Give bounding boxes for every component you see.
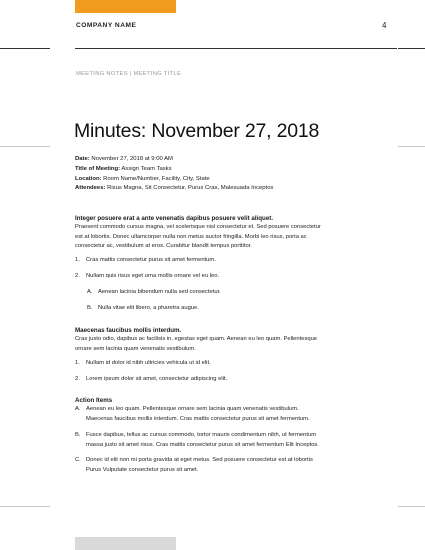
meta-date: Date: November 27, 2018 at 9:00 AM [75,156,173,162]
action-items-heading: Action Items [75,397,113,404]
list-item: 2. Lorem ipsum dolor sit amet, consectetur adipiscing elit. [75,376,228,382]
meta-attendees: Attendees: Risus Magna, Sit Consectetur, Purus Cras, Malesuada Inceptos [75,185,274,192]
action-item: C. Donec id elit non mi porta gravida at eget metus. Sed posuere consectetur est at lobortis Purus Vulputate consectetur purus sit amet. [75,457,313,473]
list-item: 1. Nullam id dolor id nibh ultricies vehicula ut id elit. [75,360,211,366]
right-margin-rule-2 [398,146,425,147]
left-margin-rule-2 [0,146,50,147]
section2-paragraph: Cras justo odio, dapibus ac facilisis in, egestas eget quam. Aenean eu leo quam. Pellentesque ornare sem lacinia quam venenatis vestibulum. [75,336,318,352]
meeting-details [75,155,273,194]
section1-heading: Integer posuere erat a ante venenatis dapibus posuere velit aliquet. [75,215,274,222]
section2-heading: Maecenas faucibus mollis interdum. [75,327,182,334]
page-title: Minutes: November 27, 2018 [74,120,320,142]
page-number: 4 [382,21,387,30]
company-name: COMPANY NAME [76,22,137,29]
header-rule [75,48,397,49]
left-margin-rule-3 [0,506,50,507]
left-margin-rule [0,48,50,49]
action-item: A. Aenean eu leo quam. Pellentesque ornare sem lacinia quam venenatis vestibulum. Maecenas faucibus mollis interdum. Cras mattis consectetur purus sit amet fermentum. [75,406,310,422]
section1-paragraph: Praesent commodo cursus magna, vel scelerisque nisl consectetur et. Sed posuere consectetur est at lobortis. Donec ullamcorper nulla non metus auctor fringilla. Morbi leo risus, porta ac consectetur ac, vestibulum at eros. Curabitur blandit tempus porttitor. [75,224,321,250]
list-subitem: A. Aenean lacinia bibendum nulla sed consectetur. [87,289,221,295]
right-margin-rule [398,48,425,49]
footer-bar [75,537,176,550]
action-item: B. Fusce dapibus, tellus ac cursus commodo, tortor mauris condimentum nibh, ut fermentum massa justo sit amet risus. Cras mattis consectetur purus sit amet fermentum Elit Inceptos. [75,432,319,448]
meta-title: Title of Meeting: Assign Team Tasks [75,165,172,172]
accent-bar-top [75,0,176,13]
right-margin-rule-3 [398,506,425,507]
list-subitem: B. Nulla vitae elit libero, a pharetra augue. [87,305,199,311]
list-item: 2. Nullam quis risus eget urna mollis ornare vel eu leo. [75,273,220,279]
meta-location: Location: Room Name/Number, Facility, City, State [75,175,210,182]
meeting-subhead: MEETING NOTES | MEETING TITLE [76,71,182,77]
list-item: 1. Cras mattis consectetur purus sit amet fermentum. [75,257,216,263]
